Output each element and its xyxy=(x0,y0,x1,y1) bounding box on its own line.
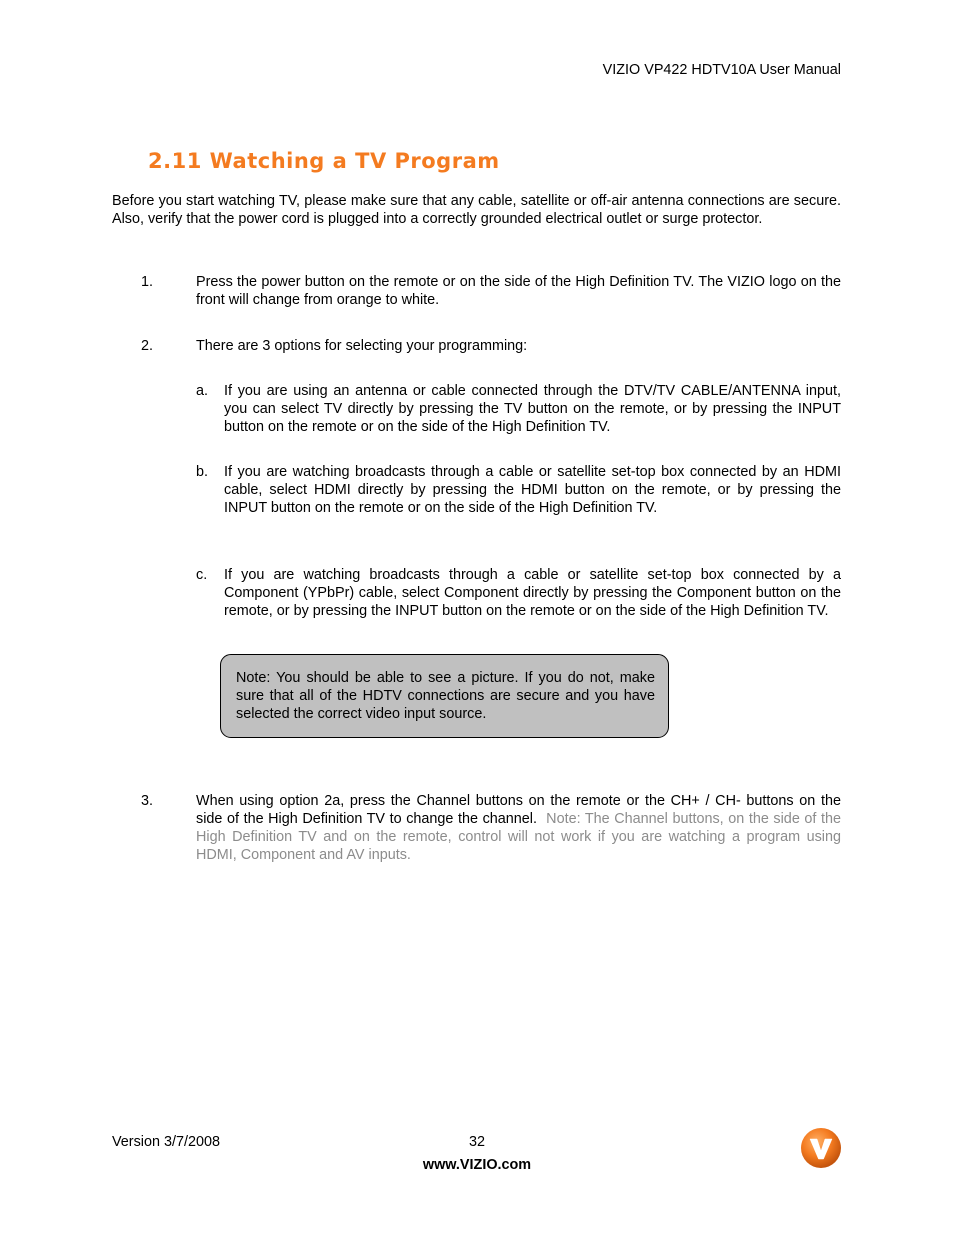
page-number: 32 xyxy=(468,1134,485,1150)
step-1 xyxy=(112,273,841,309)
option-letter: b. xyxy=(196,464,209,480)
step-text: Press the power button on the remote or on the side of the High Definition TV. The VIZIO logo on the front will change from orange to white. xyxy=(196,274,841,308)
step-note: Note: The Channel buttons, on the side of the High Definition TV and on the remote, control will not work if you are watching a program using HDMI, Component and AV inputs. xyxy=(196,811,841,863)
note-text: Note: You should be able to see a picture. If you do not, make sure that all of the HDTV connections are secure and you have selected the correct video input source. xyxy=(236,670,655,722)
step-text-container xyxy=(196,792,841,864)
option-c xyxy=(196,566,841,620)
option-b xyxy=(196,463,841,517)
option-letter: a. xyxy=(196,383,209,399)
step-text: There are 3 options for selecting your programming: xyxy=(196,338,528,354)
step-text: When using option 2a, press the Channel buttons on the remote or the CH+ / CH- buttons on the side of the High Definition TV to change the channel. xyxy=(196,793,841,827)
option-a xyxy=(196,382,841,436)
section-title: 2.11 Watching a TV Program xyxy=(148,149,500,173)
footer-version: Version 3/7/2008 xyxy=(112,1134,221,1150)
step-number: 3. xyxy=(141,793,154,809)
intro-paragraph: Before you start watching TV, please make sure that any cable, satellite or off-air antenna connections are secure. Also, verify that the power cord is plugged into a correctly grounded electrical outlet or surge protector. xyxy=(112,193,841,227)
step-number: 1. xyxy=(141,274,154,290)
option-text: If you are watching broadcasts through a cable or satellite set-top box connected by a Component (YPbPr) cable, select Component directly by pressing the Component button on the remote, or by pressing the INPUT button on the remote or on the side of the High Definition TV. xyxy=(224,567,841,619)
vizio-v-logo-icon xyxy=(800,1127,842,1169)
step-number: 2. xyxy=(141,338,154,354)
step-3 xyxy=(112,792,841,864)
option-letter: c. xyxy=(196,567,208,583)
step-2 xyxy=(112,337,841,355)
option-text: If you are using an antenna or cable connected through the DTV/TV CABLE/ANTENNA input, you can select TV directly by pressing the TV button on the remote, or by pressing the INPUT button on the remote or on the side of the High Definition TV. xyxy=(224,383,841,435)
footer-url: www.VIZIO.com xyxy=(422,1157,532,1173)
option-text: If you are watching broadcasts through a cable or satellite set-top box connected by an HDMI cable, select HDMI directly by pressing the HDMI button on the remote, or by pressing the INPUT button on the remote or on the side of the High Definition TV. xyxy=(224,464,841,516)
header-title: VIZIO VP422 HDTV10A User Manual xyxy=(602,62,841,78)
note-box xyxy=(220,654,669,738)
